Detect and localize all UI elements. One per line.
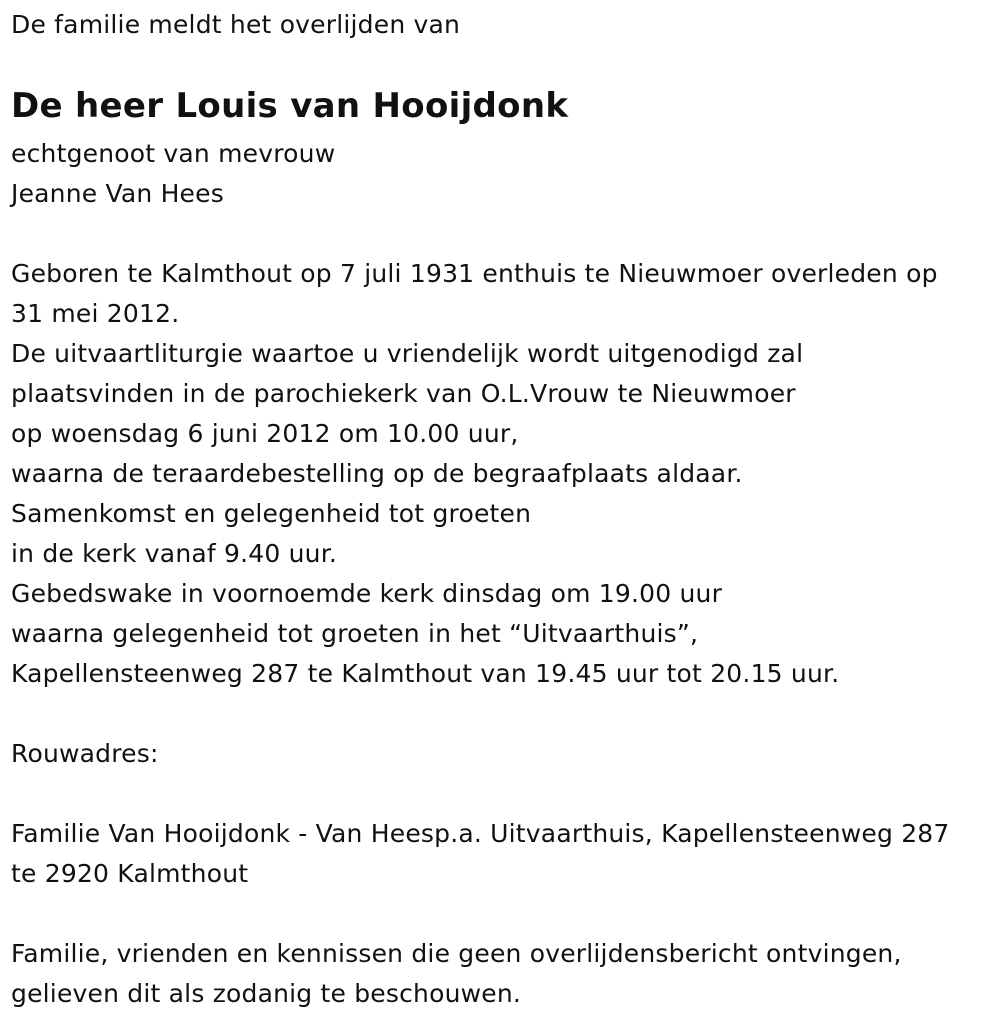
- details-line: De uitvaartliturgie waartoe u vriendelijk wordt uitgenodigd zal: [11, 339, 804, 368]
- details-line: Samenkomst en gelegenheid tot groeten: [11, 499, 532, 528]
- spouse-line: echtgenoot van mevrouw: [11, 139, 336, 168]
- closing-line: Familie, vrienden en kennissen die geen overlijdensbericht ontvingen,: [11, 939, 902, 968]
- deceased-name: De heer Louis van Hooijdonk: [11, 86, 569, 126]
- spouse-line: Jeanne Van Hees: [11, 179, 224, 208]
- details-line: Kapellensteenweg 287 te Kalmthout van 19.45 uur tot 20.15 uur.: [11, 659, 840, 688]
- intro-text: De familie meldt het overlijden van: [11, 10, 461, 39]
- details-line: waarna de teraardebestelling op de begraafplaats aldaar.: [11, 459, 743, 488]
- spouse-block: [11, 134, 335, 214]
- mourning-address-label: Rouwadres:: [11, 739, 159, 768]
- details-line: in de kerk vanaf 9.40 uur.: [11, 539, 338, 568]
- mourning-address-line: Familie Van Hooijdonk - Van Heesp.a. Uitvaarthuis, Kapellensteenweg 287: [11, 819, 950, 848]
- details-line: Gebedswake in voornoemde kerk dinsdag om 19.00 uur: [11, 579, 723, 608]
- details-line: plaatsvinden in de parochiekerk van O.L.Vrouw te Nieuwmoer: [11, 379, 796, 408]
- details-line: Geboren te Kalmthout op 7 juli 1931 enthuis te Nieuwmoer overleden op: [11, 259, 938, 288]
- closing-line: gelieven dit als zodanig te beschouwen.: [11, 979, 522, 1008]
- closing-block: [11, 934, 902, 1014]
- mourning-address-block: [11, 814, 950, 894]
- details-line: 31 mei 2012.: [11, 299, 180, 328]
- mourning-address-line: te 2920 Kalmthout: [11, 859, 249, 888]
- details-line: waarna gelegenheid tot groeten in het “Uitvaarthuis”,: [11, 619, 699, 648]
- details-block: [11, 254, 938, 694]
- details-line: op woensdag 6 juni 2012 om 10.00 uur,: [11, 419, 519, 448]
- mourning-address-label-block: [11, 734, 159, 774]
